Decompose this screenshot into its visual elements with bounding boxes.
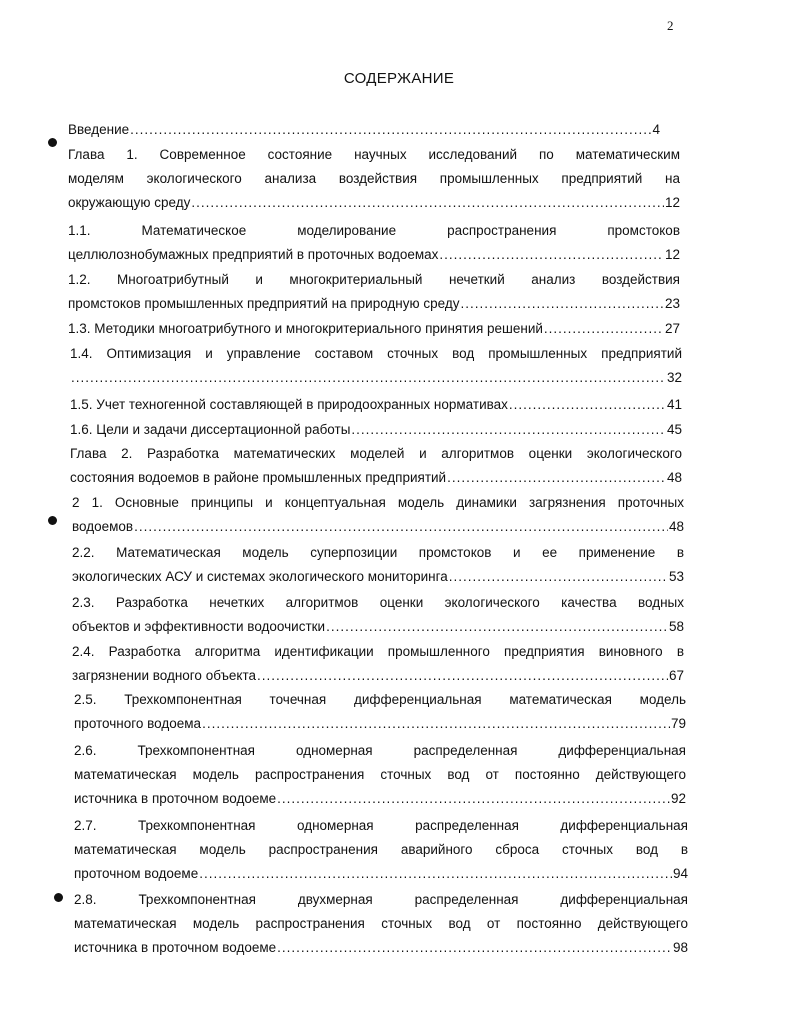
toc-entry[interactable] bbox=[68, 268, 680, 316]
toc-entry[interactable] bbox=[70, 418, 682, 442]
page-title: СОДЕРЖАНИЕ bbox=[343, 70, 455, 87]
toc-page-number: 92 bbox=[670, 791, 686, 806]
toc-entry-text: состояния водоемов в районе промышленных предприятий bbox=[70, 470, 447, 485]
dot-leader bbox=[277, 936, 672, 960]
dot-leader bbox=[202, 712, 670, 736]
toc-page-number: 32 bbox=[666, 370, 682, 385]
toc-page-number: 12 bbox=[664, 247, 680, 262]
toc-entry-text: промстоков промышленных предприятий на природную среду bbox=[68, 296, 460, 311]
toc-entry-text: математическая модель распространения сточных вод от постоянно действующего bbox=[74, 916, 688, 931]
toc-entry-text: Введение bbox=[68, 122, 130, 137]
toc-page-number: 23 bbox=[664, 296, 680, 311]
toc-entry[interactable] bbox=[74, 739, 686, 811]
dot-leader bbox=[351, 418, 666, 442]
toc-entry-text: проточного водоема bbox=[74, 716, 202, 731]
toc-page-number: 48 bbox=[668, 519, 684, 534]
toc-page-number: 79 bbox=[670, 716, 686, 731]
toc-entry-text: математическая модель распространения аварийного сброса сточных вод в bbox=[74, 842, 688, 857]
dot-leader bbox=[544, 317, 664, 341]
dot-leader bbox=[199, 862, 672, 886]
toc-entry-text: 2.4. Разработка алгоритма идентификации промышленного предприятия виновного в bbox=[72, 644, 684, 659]
toc-entry[interactable] bbox=[72, 491, 684, 539]
dot-leader bbox=[460, 292, 664, 316]
toc-entry-text: целлюлознобумажных предприятий в проточных водоемах bbox=[68, 247, 439, 262]
toc-entry[interactable] bbox=[68, 219, 680, 267]
toc-entry[interactable] bbox=[70, 442, 682, 490]
punch-hole-mark bbox=[48, 516, 57, 525]
toc-entry-text: 2.6. Трехкомпонентная одномерная распределенная дифференциальная bbox=[74, 743, 686, 758]
toc-entry-text: 2.8. Трехкомпонентная двухмерная распределенная дифференциальная bbox=[74, 892, 688, 907]
toc-page-number: 98 bbox=[672, 940, 688, 955]
toc-page-number: 4 bbox=[652, 122, 660, 137]
toc-entry-text: моделям экологического анализа воздействия промышленных предприятий на bbox=[68, 171, 680, 186]
toc-page-number: 27 bbox=[664, 321, 680, 336]
toc-page-number: 94 bbox=[672, 866, 688, 881]
dot-leader bbox=[130, 118, 651, 142]
dot-leader bbox=[134, 515, 668, 539]
dot-leader bbox=[439, 243, 664, 267]
toc-entry-text: 1.6. Цели и задачи диссертационной работы bbox=[70, 422, 351, 437]
toc-entry[interactable] bbox=[70, 342, 682, 390]
toc-entry[interactable] bbox=[72, 640, 684, 688]
toc-entry-text: Глава 1. Современное состояние научных исследований по математическим bbox=[68, 147, 680, 162]
toc-entry-text: 1.4. Оптимизация и управление составом сточных вод промышленных предприятий bbox=[70, 346, 682, 361]
toc-entry-text: 1.1. Математическое моделирование распространения промстоков bbox=[68, 223, 680, 238]
toc-entry-text: 1.3. Методики многоатрибутного и многокритериального принятия решений bbox=[68, 321, 543, 336]
dot-leader bbox=[447, 466, 666, 490]
toc-page-number: 45 bbox=[666, 422, 682, 437]
toc-entry-text: водоемов bbox=[72, 519, 134, 534]
toc-entry[interactable] bbox=[74, 688, 686, 736]
toc-page-number: 53 bbox=[668, 569, 684, 584]
dot-leader bbox=[326, 615, 668, 639]
punch-hole-mark bbox=[54, 893, 63, 902]
page-number: 2 bbox=[667, 18, 674, 33]
toc-entry-text: проточном водоеме bbox=[74, 866, 199, 881]
toc-entry-text: источника в проточном водоеме bbox=[74, 940, 277, 955]
toc-entry-text: 2.3. Разработка нечетких алгоритмов оценки экологического качества водных bbox=[72, 595, 684, 610]
toc-entry[interactable] bbox=[74, 814, 688, 886]
toc-page-number: 48 bbox=[666, 470, 682, 485]
toc-page-number: 58 bbox=[668, 619, 684, 634]
toc-entry-text: 2.7. Трехкомпонентная одномерная распределенная дифференциальная bbox=[74, 818, 688, 833]
toc-entry-text: экологических АСУ и системах экологического мониторинга bbox=[72, 569, 448, 584]
dot-leader bbox=[257, 664, 668, 688]
toc-entry-text: 1.2. Многоатрибутный и многокритериальный нечеткий анализ воздействия bbox=[68, 272, 680, 287]
toc-entry[interactable] bbox=[68, 118, 660, 142]
toc-entry-text: 1.5. Учет техногенной составляющей в природоохранных нормативах bbox=[70, 397, 508, 412]
toc-entry-text: 2.5. Трехкомпонентная точечная дифференциальная математическая модель bbox=[74, 692, 686, 707]
dot-leader bbox=[449, 565, 668, 589]
toc-entry-text: Глава 2. Разработка математических моделей и алгоритмов оценки экологического bbox=[70, 446, 682, 461]
toc-entry-text: загрязнении водного объекта bbox=[72, 668, 257, 683]
toc-entry[interactable] bbox=[70, 393, 682, 417]
toc-entry[interactable] bbox=[72, 591, 684, 639]
punch-hole-mark bbox=[48, 138, 57, 147]
toc-page-number: 12 bbox=[664, 195, 680, 210]
toc-entry-text: 2.2. Математическая модель суперпозиции промстоков и ее применение в bbox=[72, 545, 684, 560]
toc-entry-text: 2 1. Основные принципы и концептуальная модель динамики загрязнения проточных bbox=[72, 495, 684, 510]
dot-leader bbox=[71, 366, 666, 390]
toc-entry-text: окружающую среду bbox=[68, 195, 191, 210]
toc-entry[interactable] bbox=[68, 143, 680, 215]
toc-entry[interactable] bbox=[68, 317, 680, 341]
toc-entry-text: объектов и эффективности водоочистки bbox=[72, 619, 326, 634]
toc-entry-text: источника в проточном водоеме bbox=[74, 791, 277, 806]
toc-page-number: 41 bbox=[666, 397, 682, 412]
toc-entry[interactable] bbox=[72, 541, 684, 589]
dot-leader bbox=[509, 393, 666, 417]
dot-leader bbox=[277, 787, 670, 811]
toc-page-number: 67 bbox=[668, 668, 684, 683]
toc-entry[interactable] bbox=[74, 888, 688, 960]
toc-entry-text: математическая модель распространения сточных вод от постоянно действующего bbox=[74, 767, 686, 782]
dot-leader bbox=[191, 191, 664, 215]
